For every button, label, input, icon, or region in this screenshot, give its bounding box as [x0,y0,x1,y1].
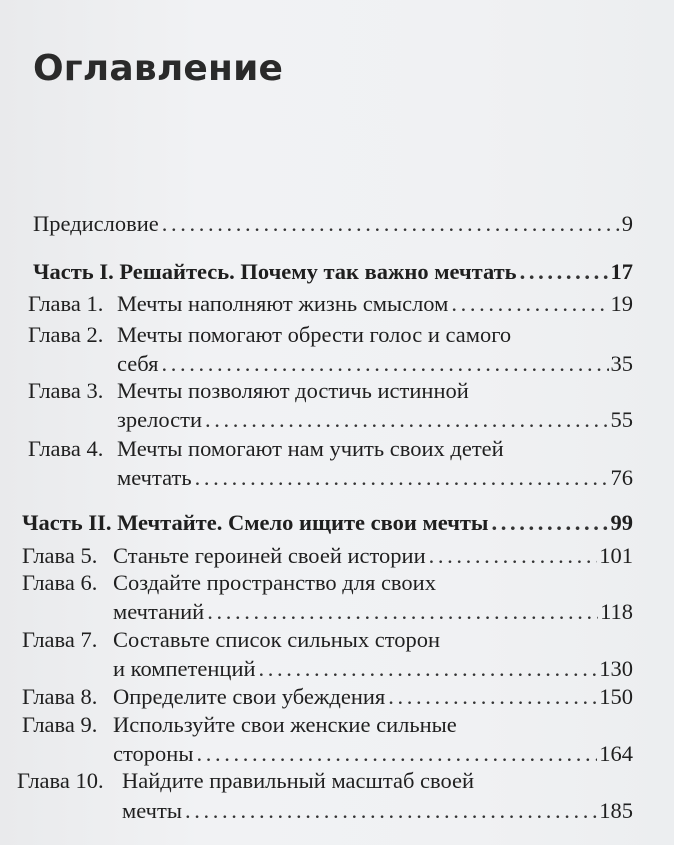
toc-entry-label: Составьте список сильных сторон [113,627,441,652]
chapter-number: Глава 2. [28,322,104,347]
toc-page-number: 101 [599,543,633,568]
toc-entry-label-cont: мечты [122,798,182,823]
toc-page-number: 76 [610,465,633,490]
toc-entry-chapter-10 [122,798,633,824]
toc-page-number: 19 [610,291,633,316]
toc-page-number: 150 [599,684,633,709]
toc-entry-label-cont: зрелости [117,407,203,432]
toc-page-number: 17 [610,259,633,284]
toc-entry-label: Мечты помогают нам учить своих детей [117,436,504,461]
toc-entry-label-cont: себя [117,351,159,376]
chapter-number: Глава 4. [28,436,104,461]
leader-dots [451,291,608,317]
leader-dots [429,543,598,569]
toc-page-number: 99 [610,510,633,535]
leader-dots [161,351,608,377]
toc-entry-label-cont: стороны [113,741,194,766]
chapter-number: Глава 9. [22,712,98,737]
toc-entry-chapter-5 [22,543,633,569]
chapter-number: Глава 6. [22,570,98,595]
toc-entry-label: Часть I. Решайтесь. Почему так важно мечтать [33,259,517,284]
toc-entry-label: Найдите правильный масштаб своей [122,768,475,793]
toc-entry-chapter-2 [117,351,633,377]
leader-dots [196,741,597,767]
toc-entry-chapter-4 [117,465,633,491]
toc-entry-label: Определите свои убеждения [113,684,386,709]
toc-entry-label-cont: и компетенций [113,656,256,681]
leader-dots [388,684,597,710]
toc-entry-preface [33,211,633,237]
toc-page-number: 35 [610,351,633,376]
toc-entry-chapter-8 [22,684,633,710]
toc-entry-label: Создайте пространство для своих [113,570,436,595]
leader-dots [195,465,609,491]
toc-entry-chapter-9 [113,741,633,767]
toc-entry-label: Мечты наполняют жизнь смыслом [117,291,449,316]
toc-page-number: 164 [599,741,633,766]
toc-page-number: 185 [599,798,633,823]
toc-entry-chapter-1 [28,291,633,317]
leader-dots [207,599,598,625]
toc-entry-label: Часть II. Мечтайте. Смело ищите свои мечты [22,510,489,535]
toc-entry-part-2 [22,510,633,536]
toc-page-number: 9 [621,211,633,236]
leader-dots [492,510,609,536]
leader-dots [259,656,598,682]
chapter-number: Глава 5. [22,543,98,568]
chapter-number: Глава 7. [22,627,98,652]
toc-entry-label-cont: мечтаний [113,599,205,624]
toc-entry-chapter-3 [117,407,633,433]
toc-page-number: 55 [610,407,633,432]
chapter-number: Глава 8. [22,684,98,709]
chapter-number: Глава 1. [28,291,104,316]
toc-entry-label: Станьте героиней своей истории [113,543,426,568]
toc-page-number: 118 [600,599,633,624]
toc-entry-label: Используйте свои женские сильные [113,712,457,737]
toc-entry-chapter-7 [113,656,633,682]
leader-dots [185,798,597,824]
leader-dots [162,211,620,237]
toc-page-number: 130 [599,656,633,681]
page-title: Оглавление [33,48,284,89]
leader-dots [205,407,608,433]
toc-entry-label-cont: мечтать [117,465,192,490]
toc-entry-label: Предисловие [33,211,159,236]
leader-dots [520,259,609,285]
chapter-number: Глава 3. [28,378,104,403]
toc-entry-chapter-6 [113,599,633,625]
toc-entry-label: Мечты помогают обрести голос и самого [117,322,512,347]
chapter-number: Глава 10. [17,768,104,793]
toc-entry-label: Мечты позволяют достичь истинной [117,378,469,403]
toc-entry-part-1 [33,259,633,285]
